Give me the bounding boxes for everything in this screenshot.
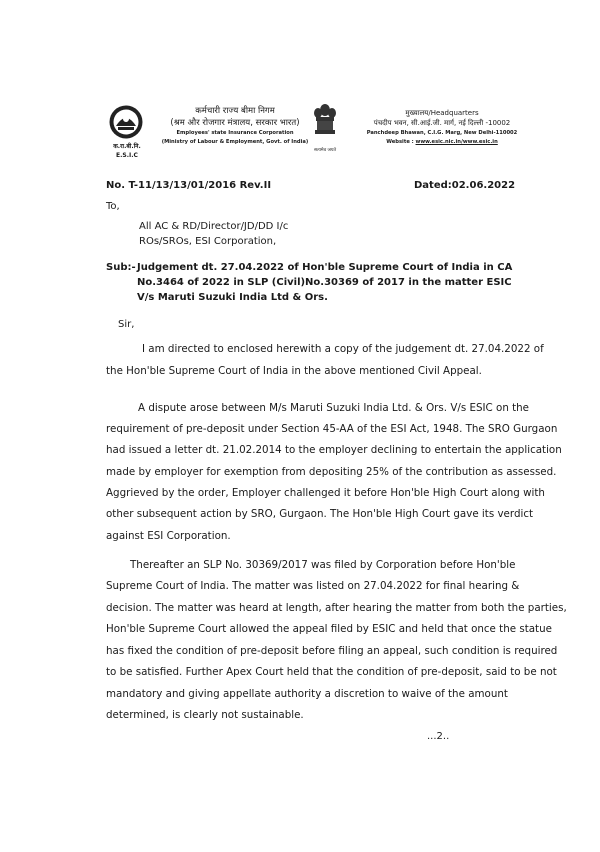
salutation: Sir, [118,319,135,330]
website-label: Website : [386,139,414,145]
letter-date: Dated:02.06.2022 [414,180,516,191]
paragraph-3-line: mandatory and giving appellate authority a discretion to waive of the amount [106,688,508,700]
emblem-caption: सत्यमेव जयते [313,148,337,153]
hq-label: मुख्यालय/Headquarters [405,109,479,117]
subject-line: Judgement dt. 27.04.2022 of Hon'ble Supreme Court of India in CA [137,262,513,273]
org-name-block [155,106,315,146]
org-name-hindi: कर्मचारी राज्य बीमा निगम [195,106,275,116]
paragraph-2-line: Aggrieved by the order, Employer challenged it before Hon'ble High Court along with [106,487,545,499]
subject-label: Sub:- [106,262,136,273]
addressee-line: All AC & RD/Director/JD/DD I/c [139,221,289,232]
hq-address-hindi: पंचदीप भवन, सी.आई.जी. मार्ग, नई दिल्ली -10002 [373,119,511,127]
paragraph-3-line: determined, is clearly not sustainable. [106,709,304,721]
paragraph-3-line: Thereafter an SLP No. 30369/2017 was filed by Corporation before Hon'ble [130,559,516,571]
ministry-hindi: (श्रम और रोजगार मंत्रालय, सरकार भारत) [170,118,300,128]
website-link[interactable]: www.esic.nic.in/www.esic.in [415,139,498,145]
paragraph-2-line: against ESI Corporation. [106,530,231,542]
logo-caption [98,142,156,160]
paragraph-3-line: to be satisfied. Further Apex Court held that the condition of pre-deposit, said to be not [106,666,557,678]
paragraph-2-line: A dispute arose between M/s Maruti Suzuki India Ltd. & Ors. V/s ESIC on the [138,402,530,414]
national-emblem-icon [313,102,337,142]
paragraph-3-line: decision. The matter was heard at length, after hearing the matter from both the parties, [106,602,567,614]
hq-block [352,108,532,146]
website-line [352,138,532,146]
paragraph-1-line: I am directed to enclosed herewith a copy of the judgement dt. 27.04.2022 of [142,343,544,355]
paragraph-2-line: had issued a letter dt. 21.02.2014 to the employer declining to entertain the application [106,444,562,456]
ministry-eng: (Ministry of Labour & Employment, Govt. of India) [161,139,309,145]
paragraph-3-line: has fixed the condition of pre-deposit before filing an appeal, such condition is required [106,645,558,657]
page-continuation: ...2.. [427,731,450,742]
paragraph-2-line: made by employer for exemption from depositing 25% of the contribution as assessed. [106,466,557,478]
addressee-line: ROs/SROs, ESI Corporation, [139,236,277,247]
paragraph-3-line: Hon'ble Supreme Court allowed the appeal filed by ESIC and held that once the statue [106,623,552,635]
logo-caption-eng: E.S.I.C [116,152,138,159]
subject-line: V/s Maruti Suzuki India Ltd & Ors. [137,292,328,303]
logo-caption-hindi: क.रा.बी.नि. [113,143,141,150]
paragraph-1-line: the Hon'ble Supreme Court of India in the above mentioned Civil Appeal. [106,365,482,377]
subject-line: No.3464 of 2022 in SLP (Civil)No.30369 of 2017 in the matter ESIC [137,277,512,288]
to-label: To, [106,201,120,212]
esic-logo-icon [108,104,144,140]
paragraph-2-line: requirement of pre-deposit under Section 45-AA of the ESI Act, 1948. The SRO Gurgaon [106,423,558,435]
hq-address-eng: Panchdeep Bhawan, C.I.G. Marg, New Delhi-110002 [366,130,518,136]
reference-number: No. T-11/13/13/01/2016 Rev.II [106,180,272,191]
paragraph-3-line: Supreme Court of India. The matter was listed on 27.04.2022 for final hearing & [106,580,520,592]
org-name-eng: Employees' state Insurance Corporation [176,130,294,136]
paragraph-2-line: other subsequent action by SRO, Gurgaon. The Hon'ble High Court gave its verdict [106,508,534,520]
